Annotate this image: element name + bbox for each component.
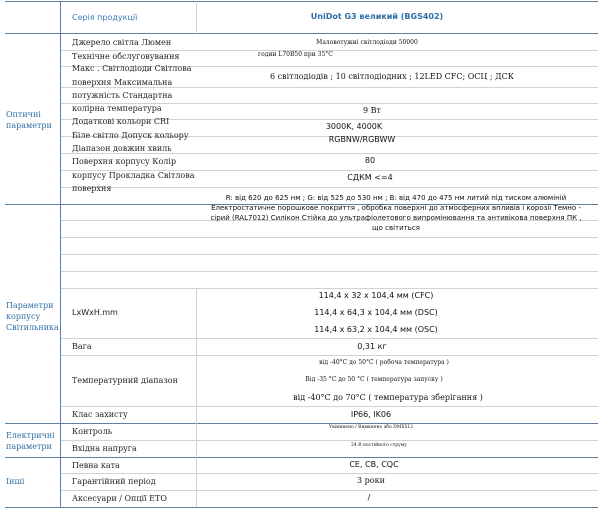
value-certification: CE, CB, CQC <box>349 460 399 469</box>
group-divider <box>5 423 598 424</box>
label-gasket: корпусу Прокладка Світлова <box>72 171 195 180</box>
row-divider <box>60 473 598 474</box>
label-control: Контроль <box>72 427 113 436</box>
value-dimension: 114,4 x 32 x 104,4 мм (CFC) <box>318 291 434 300</box>
row-divider <box>60 271 598 272</box>
value-max-leds: 6 світлодіодів ; 10 світлодіодних ; 12LED CFC; ОСЦ ; ДСК <box>270 72 514 81</box>
label-weight: Вага <box>72 342 92 351</box>
value-cri: 80 <box>364 156 376 165</box>
label-max-leds: Макс . Світлодіоди Світлова <box>72 64 192 73</box>
value-maintenance: годин L70B50 при 35°C <box>258 51 333 58</box>
label-maintenance: Технічне обслуговування <box>72 52 180 61</box>
row-divider <box>60 288 598 289</box>
label-max-power: потужність Стандартна <box>72 91 173 100</box>
label-voltage: Вхідна напруга <box>72 444 137 453</box>
value-warranty: 3 роки <box>357 476 385 485</box>
label-warranty: Гарантійний період <box>72 477 156 486</box>
product-title: UniDot G3 великий (BGS402) <box>310 12 444 21</box>
group-housing: Параметри корпусу Світильника <box>6 301 59 332</box>
value-color-temp: 3000K, 4000K <box>325 122 383 131</box>
label-protection: Клас захисту <box>72 410 128 419</box>
row-divider <box>60 406 598 407</box>
label-dimensions: LxWxH.mm <box>72 308 118 317</box>
value-protection: IP66, IK06 <box>350 410 392 419</box>
table-bottom-border <box>5 507 598 508</box>
label-extra-colors: Додаткові кольори CRI <box>72 117 170 126</box>
label-housing-surface: Поверхня корпусу Колір <box>72 157 177 166</box>
value-color-tolerance: СДКМ <=4 <box>347 173 393 182</box>
value-temperature: Від -35 °C до 50 °C ( температура запуску ) <box>305 376 443 383</box>
value-light-source: Маловотужні світлодіоди 50000 <box>316 39 418 46</box>
value-max-power: 9 Вт <box>363 106 381 115</box>
group-electrical: Електричні параметри <box>6 431 55 451</box>
label-certification: Певна ката <box>72 461 120 470</box>
column-divider <box>60 1 61 507</box>
group-other: Інші <box>6 477 25 486</box>
label-surface: поверхня Максимальна <box>72 78 173 87</box>
series-label: Серія продукції <box>72 13 138 22</box>
row-divider <box>60 254 598 255</box>
label-white-light: Біле світло Допуск кольору <box>72 131 189 140</box>
label-color-temp: колірна температура <box>72 104 162 113</box>
row-divider <box>60 355 598 356</box>
label-light-surface: поверхня <box>72 184 112 193</box>
value-extra-colors: RGBNW/RGBWW <box>328 135 396 144</box>
value-dimension: 114,4 x 63,2 x 104,4 мм (OSC) <box>314 325 438 334</box>
row-divider <box>60 237 598 238</box>
value-temperature: від -40°C до 50°C ( робоча температура ) <box>319 359 449 366</box>
value-dimension: 114,4 x 64,3 x 104,4 мм (DSC) <box>314 308 438 317</box>
value-weight: 0,31 кг <box>357 342 387 351</box>
label-temperature: Температурний діапазон <box>72 376 178 385</box>
label-wavelength: Діапазон довжин хвиль <box>72 144 172 153</box>
table-top-border <box>5 1 598 2</box>
row-divider <box>60 187 598 188</box>
value-voltage: 24 В постійного струму <box>351 443 407 448</box>
label-light-source: Джерело світла Люмен <box>72 38 172 47</box>
value-temperature: від -40°C до 70°C ( температура зберігання ) <box>293 393 483 402</box>
group-optical: Оптичні параметри <box>6 110 52 130</box>
group-divider <box>5 457 598 458</box>
value-wavelength-housing: R: від 620 до 625 нм ; G: від 525 до 530 нм ; B: від 470 до 475 нм литий під тиском алюміній Електростатичне порошкове покриття , обробка поверхні до атмосферних впливів і корозії Темно - сірий (RAL7012) Силікон Стійка до ультрафіолетового випромінювання та антивікова поверхня ПК , що світиться <box>210 194 582 232</box>
row-divider <box>60 440 598 441</box>
row-divider <box>60 338 598 339</box>
value-accessories: / <box>367 493 371 502</box>
label-accessories: Аксесуари / Опції ETO <box>72 494 167 503</box>
row-divider <box>60 490 598 491</box>
value-control: Увімкнено / Вимкнено або DMX512 <box>328 425 414 430</box>
header-bottom-border <box>5 33 598 34</box>
